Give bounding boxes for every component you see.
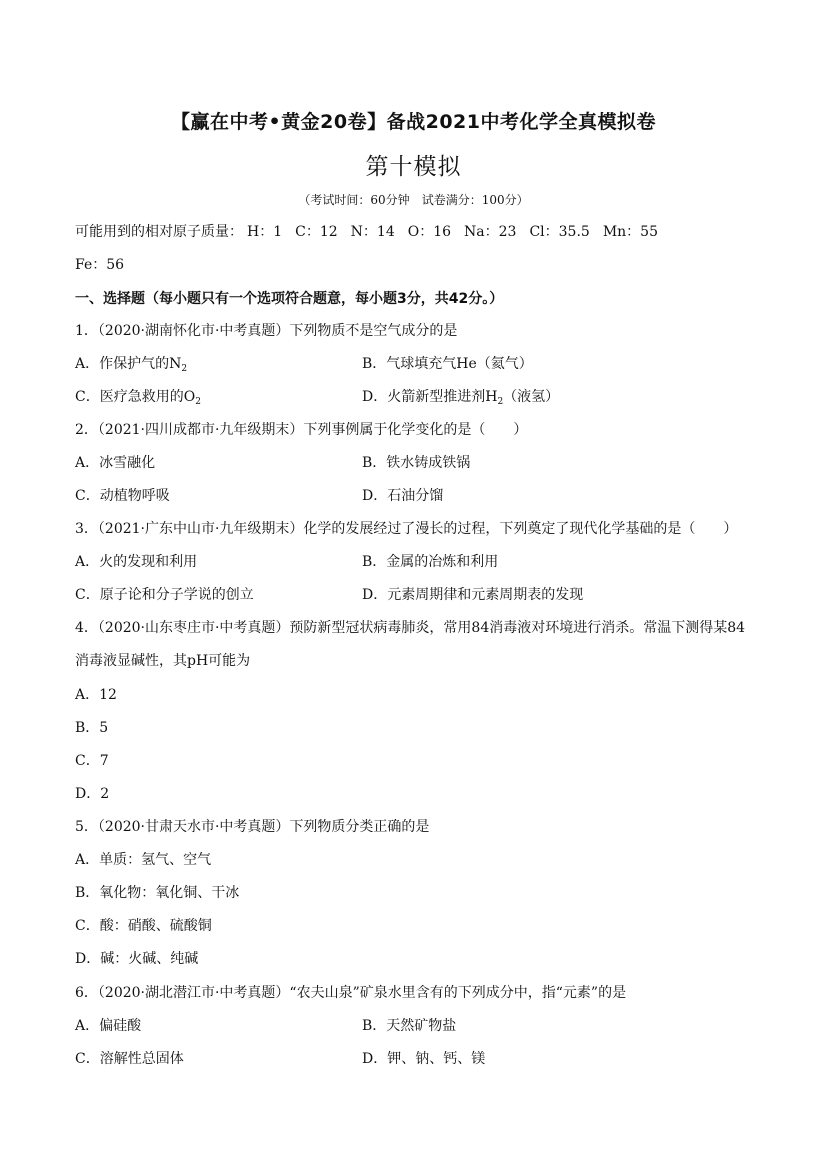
atomic-mass-item: H：1 <box>247 224 283 240</box>
option-c: C．原子论和分子学说的创立 <box>75 587 254 603</box>
option-a: A．火的发现和利用 <box>75 554 198 570</box>
atomic-mass-item: N：14 <box>350 224 395 240</box>
option-b: B．气球填充气He（氦气） <box>362 356 533 372</box>
section-heading: 一、选择题（每小题只有一个选项符合题意，每小题3分，共42分。） <box>75 291 504 307</box>
atomic-masses-label: 可能用到的相对原子质量： <box>75 224 243 240</box>
atomic-mass-item: Na：23 <box>464 224 517 240</box>
option-b: B．氧化物：氧化铜、干冰 <box>75 885 240 901</box>
option-a: A．冰雪融化 <box>75 455 156 471</box>
question-stem: 2．（2021·四川成都市·九年级期末）下列事例属于化学变化的是（ ） <box>75 422 528 438</box>
atomic-mass-item: C：12 <box>295 224 338 240</box>
question-stem-continued: 消毒液显碱性，其pH可能为 <box>75 653 251 669</box>
question-stem: 5．（2020·甘肃天水市·中考真题）下列物质分类正确的是 <box>75 819 430 835</box>
exam-title: 【赢在中考•黄金20卷】备战2021中考化学全真模拟卷 <box>171 111 656 133</box>
exam-time: （考试时间：60分钟 <box>298 193 410 207</box>
exam-score: 试卷满分：100分） <box>421 193 529 207</box>
option-c: C．医疗急救用的$O_2$ <box>75 389 201 407</box>
option-b: B．5 <box>75 720 109 736</box>
option-c: C．7 <box>75 753 109 769</box>
option-d: D．火箭新型推进剂$H_2$（液氢） <box>362 389 560 407</box>
option-d: D．钾、钠、钙、镁 <box>362 1051 486 1067</box>
question-stem: 6．（2020·湖北潜江市·中考真题）“农夫山泉”矿泉水里含有的下列成分中，指“元素”的是 <box>75 985 627 1001</box>
question-stem: 1．（2020·湖南怀化市·中考真题）下列物质不是空气成分的是 <box>75 323 458 339</box>
atomic-mass-item: Cl：35.5 <box>529 224 590 240</box>
question-stem: 3．（2021·广东中山市·九年级期末）化学的发展经过了漫长的过程，下列奠定了现代化学基础的是（ ） <box>75 521 738 537</box>
option-a: A．偏硅酸 <box>75 1018 142 1034</box>
atomic-mass-item: O：16 <box>407 224 452 240</box>
option-d: D．石油分馏 <box>362 488 444 504</box>
exam-subtitle: 第十模拟 <box>365 154 462 180</box>
exam-meta <box>0 191 827 208</box>
option-c: C．酸：硝酸、硫酸铜 <box>75 918 212 934</box>
option-c: C．动植物呼吸 <box>75 488 170 504</box>
option-a: A．单质：氢气、空气 <box>75 852 212 868</box>
option-d: D．元素周期律和元素周期表的发现 <box>362 587 584 603</box>
atomic-masses-line-2: Fe：56 <box>75 257 125 273</box>
option-a: A．12 <box>75 687 117 703</box>
option-b: B．天然矿物盐 <box>362 1018 457 1034</box>
option-d: D．2 <box>75 786 110 802</box>
option-a: A．作保护气的$N_2$ <box>75 356 188 374</box>
question-stem: 4．（2020·山东枣庄市·中考真题）预防新型冠状病毒肺炎，常用84消毒液对环境进行消杀。常温下测得某84 <box>75 620 746 636</box>
option-b: B．金属的冶炼和利用 <box>362 554 499 570</box>
option-c: C．溶解性总固体 <box>75 1051 184 1067</box>
option-d: D．碱：火碱、纯碱 <box>75 951 199 967</box>
option-b: B．铁水铸成铁锅 <box>362 455 471 471</box>
atomic-masses-line <box>75 221 671 241</box>
atomic-mass-item: Mn：55 <box>602 224 658 240</box>
